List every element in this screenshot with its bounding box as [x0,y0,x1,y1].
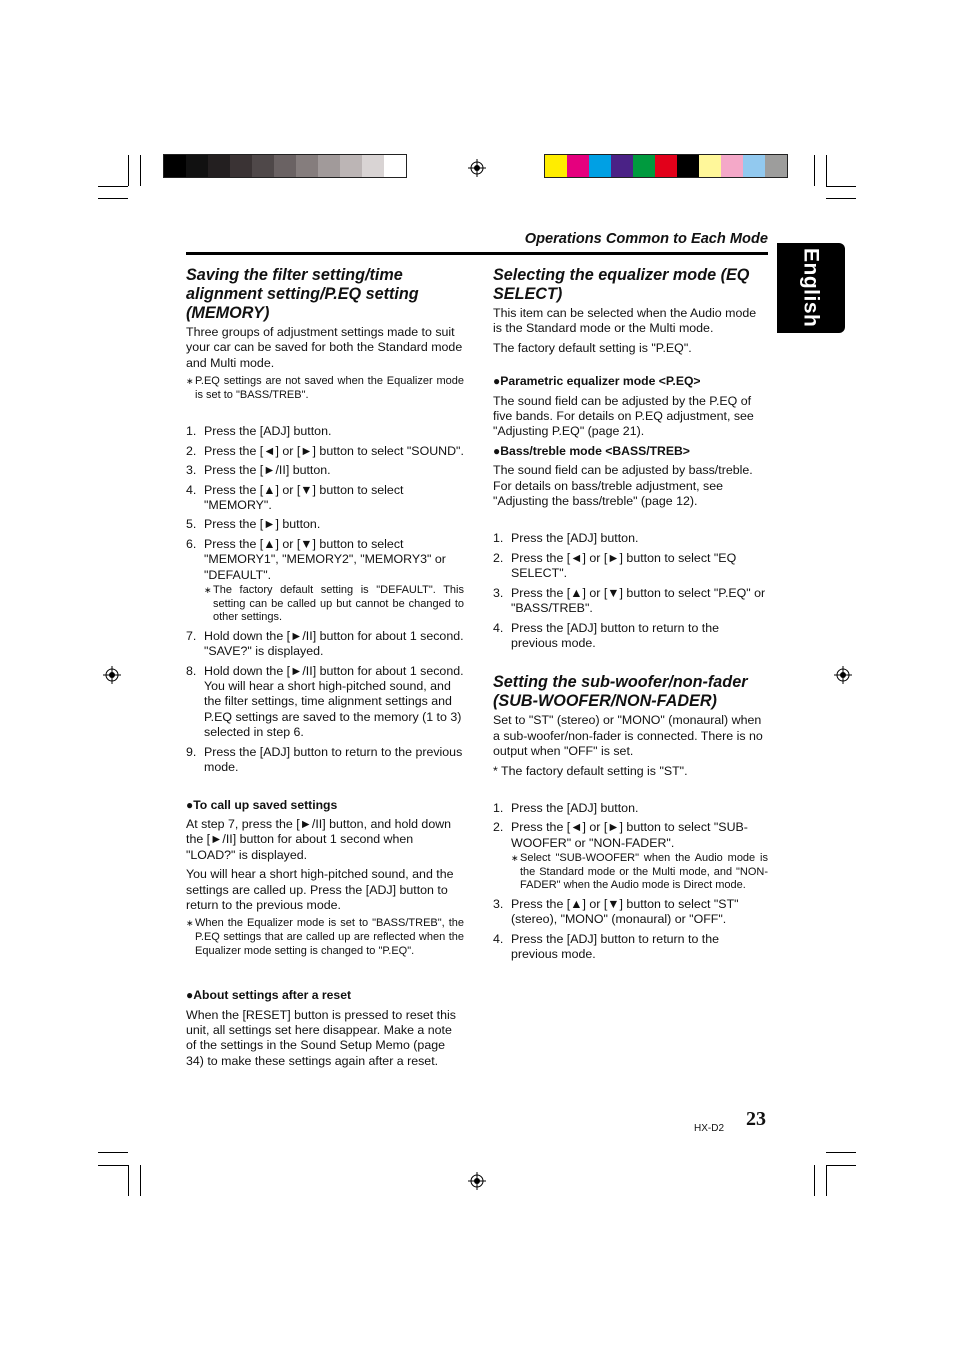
memory-note: ∗ P.EQ settings are not saved when the Equalizer mode is set to "BASS/TREB". [186,375,464,402]
right-column [493,266,768,967]
color-bar-swatch [655,155,677,177]
recall-note: ∗ When the Equalizer mode is set to "BASS/TREB", the P.EQ settings that are called up are reflected when the Equalizer mode setting is changed to "P.EQ". [186,917,464,958]
language-tab-label: English [799,248,823,328]
crop-mark [826,1152,856,1153]
list-item: 8. Hold down the [►/II] button for about 1 second. You will hear a short high-pitched sound, and the filter settings, time alignment settings and P.EQ settings are saved to the memory (1 to 3) selected in step 6. [186,663,464,740]
step6-note: ∗ The factory default setting is "DEFAULT". This setting can be called up but cannot be changed to other settings. [204,584,464,625]
left-column [186,266,464,1073]
crop-mark [128,1165,129,1196]
list-item: 2. Press the [◄] or [►] button to select "SUB-WOOFER" or "NON-FADER". ∗ Select "SUB-WOOFER" when the Audio mode is the Standard mode or the Multi mode, and "NON-FADER" when the Audio mode is Direct mode. [493,820,768,893]
memory-steps [186,424,464,775]
gray-step-swatch [296,155,318,177]
subwoofer-intro: Set to "ST" (stereo) or "MONO" (monaural) when a sub-woofer/non-fader is connected. There is no output when "OFF" is set. [493,713,763,759]
gray-step-swatch [164,155,186,177]
gray-step-strip [163,154,407,178]
crop-mark [826,1165,827,1196]
subwoofer-default: * The factory default setting is "ST". [493,763,688,778]
memory-section-title: Saving the filter setting/time alignment setting/P.EQ setting (MEMORY) [186,266,419,322]
crop-mark [98,1165,128,1166]
crop-mark [826,1165,856,1166]
crop-mark [128,155,129,186]
gray-step-swatch [274,155,296,177]
color-bar-swatch [611,155,633,177]
list-item: 5. Press the [►] button. [186,517,321,532]
crop-mark [140,1165,141,1196]
gray-step-swatch [340,155,362,177]
header-rule [186,252,768,255]
registration-target-icon [834,666,852,684]
crop-mark [814,1165,815,1196]
reset-paragraph: When the [RESET] button is pressed to reset this unit, all settings set here disappear. Make a note of the settings in the Sound Setup Memo (page 34) to make these settings again after a reset. [186,1007,456,1068]
bullet-icon: ● [186,988,194,1003]
crop-mark [826,155,827,186]
color-bar-swatch [545,155,567,177]
list-item: 4. Press the [▲] or [▼] button to select "MEMORY". [186,482,404,513]
crop-mark [826,198,856,199]
gray-step-swatch [318,155,340,177]
gray-step-swatch [208,155,230,177]
recall-paragraph-2: You will hear a short high-pitched sound, and the settings are called up. Press the [ADJ] button to return to the previous mode. [186,867,454,912]
list-item: 3. Press the [►/II] button. [186,463,331,478]
crop-mark [98,186,128,187]
peq-heading: ●Parametric equalizer mode <P.EQ> [493,374,701,389]
list-item: 1. Press the [ADJ] button. [186,424,332,439]
gray-step-swatch [362,155,384,177]
memory-intro: Three groups of adjustment settings made to suit your car can be saved for both the Standard mode and Multi mode. [186,325,463,370]
gray-step-swatch [252,155,274,177]
registration-target-icon [103,666,121,684]
bass-treble-heading: ●Bass/treble mode <BASS/TREB> [493,443,690,458]
eq-section-title: Selecting the equalizer mode (EQ SELECT) [493,266,750,303]
list-item: 6. Press the [▲] or [▼] button to select "MEMORY1", "MEMORY2", "MEMORY3" or "DEFAULT". ∗ The factory default setting is "DEFAULT". This setting can be called up but cannot be changed to other settings. [186,537,464,625]
crop-mark [98,198,128,199]
list-item: 4. Press the [ADJ] button to return to the previous mode. [493,931,719,962]
gray-step-swatch [186,155,208,177]
registration-target-icon [468,1172,486,1190]
running-head: Operations Common to Each Mode [524,231,768,247]
gray-step-swatch [230,155,252,177]
list-item: 9. Press the [ADJ] button to return to the previous mode. [186,744,463,775]
bullet-icon: ● [493,374,501,389]
list-item: 4. Press the [ADJ] button to return to the previous mode. [493,620,719,650]
color-bar-swatch [589,155,611,177]
peq-paragraph: The sound field can be adjusted by the P.EQ of five bands. For details on P.EQ adjustment, see "Adjusting P.EQ" (page 21). [493,393,754,439]
color-bar-swatch [633,155,655,177]
bullet-icon: ● [493,443,501,458]
list-item: 1. Press the [ADJ] button. [493,531,639,546]
reset-heading: ●About settings after a reset [186,988,352,1003]
list-item: 3. Press the [▲] or [▼] button to select "ST" (stereo), "MONO" (monaural) or "OFF". [493,896,739,927]
color-bar-swatch [567,155,589,177]
recall-heading: ●To call up saved settings [186,797,338,812]
eq-default: The factory default setting is "P.EQ". [493,340,692,355]
page-number: 23 [746,1108,766,1130]
subwoofer-section-title: Setting the sub-woofer/non-fader (SUB-WOOFER/NON-FADER) [493,673,748,711]
bass-treble-paragraph: The sound field can be adjusted by bass/treble. For details on bass/treble adjustment, see "Adjusting the bass/treble" (page 12). [493,463,753,509]
subwoofer-step2-note: ∗ Select "SUB-WOOFER" when the Audio mode is the Standard mode or the Multi mode, and "NON-FADER" when the Audio mode is Direct mode. [511,852,768,893]
eq-intro: This item can be selected when the Audio mode is the Standard mode or the Multi mode. [493,306,757,336]
crop-mark [140,155,141,186]
eq-steps [493,531,768,651]
subwoofer-steps [493,801,768,963]
list-item: 7. Hold down the [►/II] button for about 1 second. "SAVE?" is displayed. [186,628,464,659]
color-bar-swatch [721,155,743,177]
color-bar-swatch [743,155,765,177]
crop-mark [826,186,856,187]
list-item: 2. Press the [◄] or [►] button to select "EQ SELECT". [493,550,737,581]
color-bar-swatch [699,155,721,177]
gray-step-swatch [384,155,406,177]
color-bar-strip [544,154,788,178]
registration-target-icon [468,159,486,177]
bullet-icon: ● [186,797,194,812]
crop-mark [98,1152,128,1153]
list-item: 3. Press the [▲] or [▼] button to select "P.EQ" or "BASS/TREB". [493,585,766,616]
model-number: HX-D2 [694,1123,725,1134]
crop-mark [814,155,815,186]
list-item: 2. Press the [◄] or [►] button to select "SOUND". [186,443,464,458]
color-bar-swatch [765,155,787,177]
recall-paragraph-1: At step 7, press the [►/II] button, and hold down the [►/II] button for about 1 second when "LOAD?" is displayed. [186,816,452,862]
list-item: 1. Press the [ADJ] button. [493,800,639,815]
color-bar-swatch [677,155,699,177]
